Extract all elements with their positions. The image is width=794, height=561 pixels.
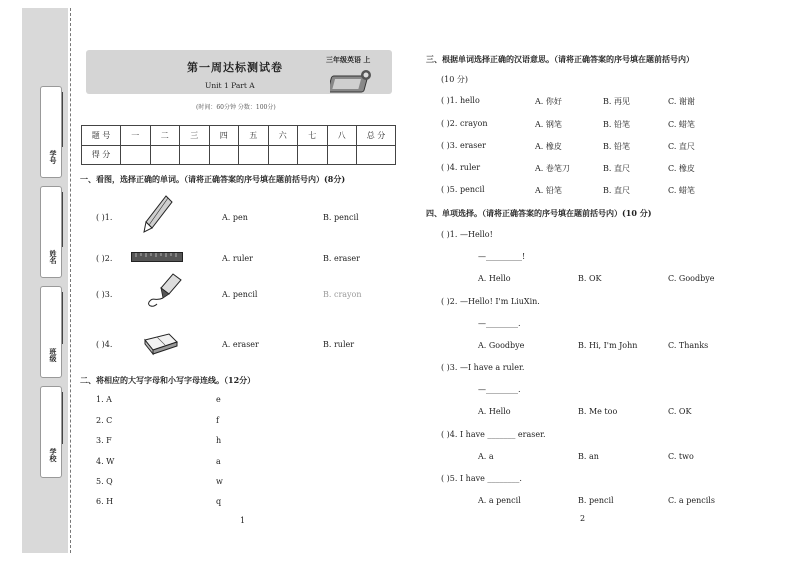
s1-q4-number[interactable]: ( )4. <box>96 340 113 349</box>
s3-q1-option-a[interactable]: A. 你好 <box>535 97 562 106</box>
tablet-illustration <box>330 68 376 94</box>
exam-meta: (时间：60分钟 分数：100分) <box>196 104 276 111</box>
s4-q3[interactable]: ( )3. —I have a ruler. <box>441 363 525 372</box>
score-row-label: 得 分 <box>82 145 121 165</box>
s4-q1-blank[interactable]: —_________! <box>478 252 526 261</box>
s3-q4[interactable]: ( )4. ruler <box>441 163 481 172</box>
s4-q3-option-a[interactable]: A. Hello <box>478 407 511 416</box>
lower-letter-3[interactable]: h <box>216 436 222 445</box>
s1-q1-option-a[interactable]: A. pen <box>222 213 248 222</box>
s3-q2-option-b[interactable]: B. 铅笔 <box>603 120 630 129</box>
score-header-cell: 五 <box>239 126 269 146</box>
s3-q2[interactable]: ( )2. crayon <box>441 119 488 128</box>
score-cell[interactable] <box>239 145 269 165</box>
s4-q4-option-a[interactable]: A. a <box>478 452 494 461</box>
score-cell[interactable] <box>298 145 328 165</box>
s3-q3[interactable]: ( )3. eraser <box>441 141 486 150</box>
s4-q1-option-b[interactable]: B. OK <box>578 274 602 283</box>
score-header-cell: 三 <box>180 126 210 146</box>
score-cell[interactable] <box>268 145 298 165</box>
student-id-line[interactable] <box>62 92 63 147</box>
cut-line <box>70 8 71 553</box>
s4-q3-option-b[interactable]: B. Me too <box>578 407 618 416</box>
s1-q1-option-b[interactable]: B. pencil <box>323 213 359 222</box>
name-label: 姓名 <box>49 250 58 264</box>
s4-q5-option-c[interactable]: C. a pencils <box>668 496 715 505</box>
lower-letter-6[interactable]: q <box>216 497 222 506</box>
s4-q3-option-c[interactable]: C. OK <box>668 407 692 416</box>
s1-q4-option-a[interactable]: A. eraser <box>222 340 259 349</box>
s4-q2-option-b[interactable]: B. Hi, I'm John <box>578 341 638 350</box>
ruler-picture <box>131 252 183 262</box>
name-box <box>40 186 62 278</box>
section4-title: 四、单项选择。（请将正确答案的序号填在题前括号内）(10 分) <box>426 208 652 218</box>
s1-q2-option-a[interactable]: A. ruler <box>222 254 253 263</box>
s4-q4-option-c[interactable]: C. two <box>668 452 694 461</box>
s3-q5-option-c[interactable]: C. 蜡笔 <box>668 186 695 195</box>
s4-q5-option-b[interactable]: B. pencil <box>578 496 614 505</box>
s4-q4[interactable]: ( )4. I have _______ eraser. <box>441 430 546 439</box>
s1-q3-number[interactable]: ( )3. <box>96 290 113 299</box>
s3-q1[interactable]: ( )1. hello <box>441 96 480 105</box>
score-cell[interactable] <box>209 145 239 165</box>
s4-q2-option-c[interactable]: C. Thanks <box>668 341 709 350</box>
upper-letter-6[interactable]: 6. H <box>96 497 114 506</box>
lower-letter-2[interactable]: f <box>216 416 219 425</box>
s4-q1-option-a[interactable]: A. Hello <box>478 274 511 283</box>
student-id-label: 学号 <box>49 150 58 164</box>
s1-q1-number[interactable]: ( )1. <box>96 213 113 222</box>
score-table <box>81 125 396 165</box>
class-box <box>40 286 62 378</box>
s1-q3-option-a[interactable]: A. pencil <box>222 290 258 299</box>
upper-letter-4[interactable]: 4. W <box>96 457 115 466</box>
s4-q2[interactable]: ( )2. —Hello! I'm LiuXin. <box>441 297 540 306</box>
page-number-1: 1 <box>240 516 246 525</box>
s1-q2-number[interactable]: ( )2. <box>96 254 113 263</box>
s3-q3-option-b[interactable]: B. 铅笔 <box>603 142 630 151</box>
section3-title: 三、根据单词选择正确的汉语意思。（请将正确答案的序号填在题前括号内） <box>426 54 694 64</box>
school-label: 学校 <box>49 448 58 462</box>
s3-q3-option-c[interactable]: C. 直尺 <box>668 142 695 151</box>
s1-q3-option-b[interactable]: B. crayon <box>323 290 362 299</box>
upper-letter-2[interactable]: 2. C <box>96 416 113 425</box>
score-cell[interactable] <box>180 145 210 165</box>
s3-q2-option-a[interactable]: A. 钢笔 <box>535 120 562 129</box>
s1-q4-option-b[interactable]: B. ruler <box>323 340 355 349</box>
pencil-picture <box>140 194 176 236</box>
s4-q2-option-a[interactable]: A. Goodbye <box>478 341 525 350</box>
s3-q3-option-a[interactable]: A. 橡皮 <box>535 142 562 151</box>
score-cell[interactable] <box>327 145 357 165</box>
s3-q5-option-b[interactable]: B. 直尺 <box>603 186 630 195</box>
name-line[interactable] <box>62 192 63 247</box>
s3-q2-option-c[interactable]: C. 蜡笔 <box>668 120 695 129</box>
score-header-cell: 一 <box>121 126 151 146</box>
score-header-cell: 七 <box>298 126 328 146</box>
upper-letter-1[interactable]: 1. A <box>96 395 112 404</box>
score-header-cell: 题 号 <box>82 126 121 146</box>
score-header-cell: 总 分 <box>357 126 396 146</box>
s4-q2-blank[interactable]: —________. <box>478 319 521 328</box>
class-line[interactable] <box>62 292 63 344</box>
unit-subtitle: Unit 1 Part A <box>205 81 255 90</box>
lower-letter-1[interactable]: e <box>216 395 221 404</box>
s4-q4-option-b[interactable]: B. an <box>578 452 599 461</box>
s3-q4-option-a[interactable]: A. 卷笔刀 <box>535 164 570 173</box>
s3-q4-option-c[interactable]: C. 橡皮 <box>668 164 695 173</box>
score-header-cell: 四 <box>209 126 239 146</box>
s4-q1-option-c[interactable]: C. Goodbye <box>668 274 715 283</box>
s4-q5-option-a[interactable]: A. a pencil <box>478 496 521 505</box>
score-header-cell: 八 <box>327 126 357 146</box>
s3-q5[interactable]: ( )5. pencil <box>441 185 485 194</box>
section1-title: 一、看图，选择正确的单词。（请将正确答案的序号填在题前括号内）(8分) <box>80 174 346 184</box>
s4-q5[interactable]: ( )5. I have ________. <box>441 474 522 483</box>
s4-q3-blank[interactable]: —________. <box>478 385 521 394</box>
upper-letter-5[interactable]: 5. Q <box>96 477 113 486</box>
eraser-picture <box>141 328 181 356</box>
page-number-2: 2 <box>580 514 586 523</box>
score-header-cell: 二 <box>150 126 180 146</box>
grade-tag: 三年级英语 上 <box>326 55 371 64</box>
score-cell[interactable] <box>150 145 180 165</box>
lower-letter-4[interactable]: a <box>216 457 221 466</box>
s3-q5-option-a[interactable]: A. 铅笔 <box>535 186 562 195</box>
student-id-box <box>40 86 62 178</box>
score-cell[interactable] <box>121 145 151 165</box>
score-header-cell: 六 <box>268 126 298 146</box>
upper-letter-3[interactable]: 3. F <box>96 436 112 445</box>
lower-letter-5[interactable]: w <box>216 477 223 486</box>
class-label: 班级 <box>49 348 58 362</box>
score-cell[interactable] <box>357 145 396 165</box>
section2-title: 二、将相应的大写字母和小写字母连线。（12分） <box>80 375 256 385</box>
s3-q1-option-c[interactable]: C. 谢谢 <box>668 97 695 106</box>
s3-q1-option-b[interactable]: B. 再见 <box>603 97 630 106</box>
section3-score: (10 分) <box>441 75 468 84</box>
s3-q4-option-b[interactable]: B. 直尺 <box>603 164 630 173</box>
page-title: 第一周达标测试卷 <box>187 61 283 74</box>
s1-q2-option-b[interactable]: B. eraser <box>323 254 360 263</box>
school-line[interactable] <box>62 392 63 444</box>
crayon-picture <box>143 272 185 312</box>
school-box <box>40 386 62 478</box>
s4-q1[interactable]: ( )1. —Hello! <box>441 230 493 239</box>
